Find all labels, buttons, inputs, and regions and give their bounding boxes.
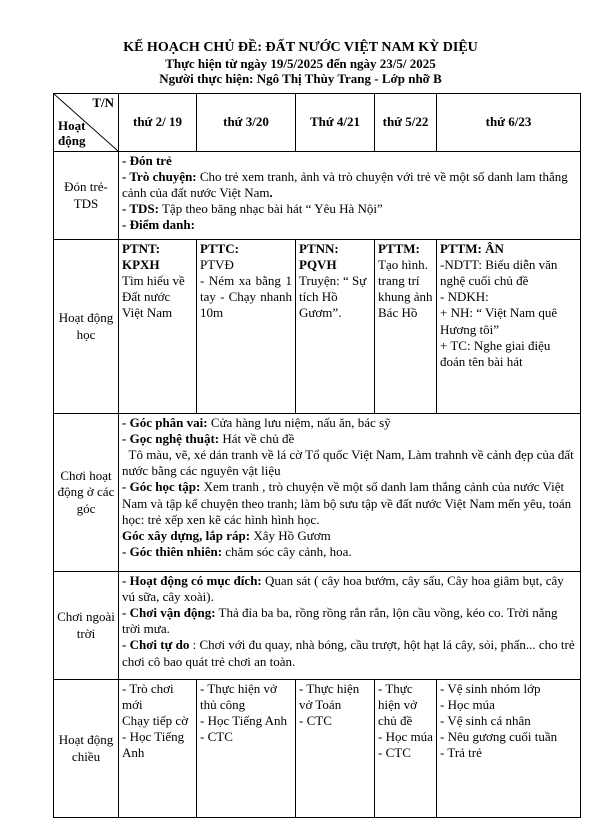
goc-nghe-thuat-detail: Tô màu, vẽ, xé dán tranh về lá cờ Tổ quốc Việt Nam, Làm trahnh về cảnh đẹp của đất nước bằng các nguyên vật liệu — [122, 447, 578, 479]
choi-tu-do-text: : Chơi với đu quay, nhà bóng, cầu trượt, hột hạt lá cây, sỏi, phấn... cho trẻ chơi cô bao quát trẻ chơi an toàn. — [122, 637, 575, 669]
row-label-choi-ngoai-troi: Chơi ngoài trời — [54, 572, 119, 680]
chieu-wed-item: - CTC — [299, 713, 332, 729]
choi-ngoai-troi-content — [119, 572, 581, 680]
goc-thien-nhien-text: chăm sóc cây cảnh, hoa. — [222, 543, 352, 559]
hoc-fri-cell — [437, 240, 581, 414]
chieu-fri-item: - Vệ sinh nhóm lớp — [440, 681, 541, 696]
chieu-mon-cell — [119, 680, 197, 818]
day-header-fri: thứ 6/23 — [437, 94, 581, 152]
chieu-mon-item: - Học Tiếng Anh — [122, 729, 185, 761]
hoc-mon-body: Tìm hiểu về Đất nước Việt Nam — [122, 273, 185, 321]
hoc-mon-head1: PTNT: — [122, 241, 161, 256]
tds-line — [122, 201, 577, 217]
hoc-thu-body: Tạo hình. trang trí khung ảnh Bác Hồ — [378, 257, 433, 321]
goc-nghe-thuat-text: Hát về chủ đề — [219, 431, 295, 447]
diem-danh-line: - Điểm danh: — [122, 217, 195, 233]
chieu-thu-item: - Thực hiện vở chủ đề — [378, 681, 418, 729]
hoc-fri-line4: + TC: Nghe giai điệu đoán tên bài hát — [440, 337, 551, 369]
chieu-thu-cell — [375, 680, 437, 818]
row-label-choi-goc: Chơi hoạt động ở các góc — [54, 414, 119, 572]
goc-hoc-tap-text: Xem tranh , trò chuyện về một số danh lam thắng cảnh của nước Việt Nam và tập kể chuyện theo tranh; làm bộ sưu tập về đất nước Việt Nam mến yêu, toán học: trẻ xếp xen kẽ các hình hình học. — [122, 479, 572, 527]
chieu-wed-item: - Thực hiện vở Toán — [299, 681, 360, 713]
row-choi-goc — [54, 414, 581, 572]
goc-xay-dung-text: Xây Hồ Gươm — [250, 527, 331, 543]
date-range: Thực hiện từ ngày 19/5/2025 đến ngày 23/5/ 2025 — [165, 55, 436, 71]
chieu-fri-item: - Học múa — [440, 697, 495, 713]
goc-nghe-thuat — [122, 431, 577, 447]
chieu-thu-item: - CTC — [378, 745, 411, 761]
goc-hoc-tap-label: - Góc học tập: — [122, 479, 201, 495]
hoat-dong-muc-dich-label: - Hoạt động có mục đích: — [122, 573, 262, 588]
hoc-fri-line3: + NH: “ Việt Nam quê Hương tôi” — [440, 305, 558, 337]
row-choi-ngoai-troi — [54, 572, 581, 680]
document-header — [0, 40, 601, 87]
chieu-mon-item: Chạy tiếp cờ — [122, 713, 189, 729]
tds-label: - TDS: — [122, 201, 159, 217]
goc-xay-dung-label: Góc xây dựng, lắp ráp: — [122, 527, 251, 543]
tds-text: Tập theo băng nhạc bài hát “ Yêu Hà Nội” — [158, 201, 383, 217]
choi-tu-do — [122, 637, 577, 669]
hoc-thu-cell — [375, 240, 437, 414]
goc-phan-vai — [122, 415, 577, 431]
corner-cell — [54, 94, 119, 152]
chieu-wed-cell — [296, 680, 375, 818]
chieu-mon-item: - Trò chơi mới — [122, 681, 174, 713]
tro-chuyen-text: Cho trẻ xem tranh, ảnh và trò chuyện với trẻ về một số danh lam thắng cảnh của đất nước Việt Nam — [122, 169, 568, 201]
hoc-tue-line1: PTVĐ — [200, 257, 234, 273]
don-tre-content — [119, 152, 581, 240]
chieu-tue-item: - Thực hiện vở thủ công — [200, 681, 277, 713]
hoat-dong-muc-dich-text: Quan sát ( cây hoa bướm, cây sấu, Cây hoa giâm bụt, cây vú sữa, cây xoài). — [122, 573, 564, 605]
hoc-tue-cell — [197, 240, 296, 414]
tro-chuyen-line — [122, 169, 577, 201]
day-header-mon: thứ 2/ 19 — [119, 94, 197, 152]
chieu-tue-item: - Học Tiếng Anh — [200, 713, 288, 729]
hoat-dong-muc-dich — [122, 573, 577, 605]
chieu-fri-item: - Nêu gương cuối tuần — [440, 729, 558, 745]
goc-hoc-tap — [122, 479, 577, 527]
chieu-thu-item: - Học múa — [378, 729, 433, 745]
hoc-wed-head2: PQVH — [299, 257, 337, 273]
choi-van-dong — [122, 605, 577, 637]
day-header-thu: thứ 5/22 — [375, 94, 437, 152]
chieu-tue-cell — [197, 680, 296, 818]
hoc-mon-head2: KPXH — [122, 257, 160, 273]
document-title: KẾ HOẠCH CHỦ ĐỀ: ĐẤT NƯỚC VIỆT NAM KỲ DIỆU — [123, 40, 478, 55]
goc-phan-vai-text: Cửa hàng lưu niệm, nấu ăn, bác sỹ — [207, 415, 391, 430]
table-header-row — [54, 94, 581, 152]
goc-thien-nhien — [122, 544, 577, 560]
hoc-wed-cell — [296, 240, 375, 414]
tro-chuyen-end: . — [269, 185, 273, 201]
day-header-wed: Thứ 4/21 — [296, 94, 375, 152]
row-don-tre — [54, 152, 581, 240]
choi-tu-do-label: - Chơi tự do — [122, 637, 190, 653]
goc-phan-vai-label: - Góc phân vai: — [122, 415, 208, 430]
row-hoat-dong-chieu — [54, 680, 581, 818]
row-label-hoat-dong-chieu: Hoạt động chiều — [54, 680, 119, 818]
corner-day-label: T/N — [92, 95, 114, 110]
choi-van-dong-text: Thả đỉa ba ba, rồng rồng rắn rắn, lộn cầu vồng, kéo co. Trời nắng trời mưa. — [122, 605, 558, 637]
chieu-tue-item: - CTC — [200, 729, 233, 745]
goc-xay-dung — [122, 528, 577, 544]
hoc-wed-head1: PTNN: — [299, 241, 339, 256]
hoc-wed-body: Truyện: “ Sự tích Hồ Gươm”. — [299, 273, 367, 321]
hoc-tue-line2: - Ném xa bằng 1 tay - Chạy nhanh 10m — [200, 273, 292, 321]
row-hoat-dong-hoc — [54, 240, 581, 414]
hoc-mon-cell — [119, 240, 197, 414]
teacher-line: Người thực hiện: Ngô Thị Thùy Trang - Lớp nhỡ B — [159, 71, 442, 86]
chieu-fri-item: - Vệ sinh cá nhân — [440, 713, 531, 729]
corner-activity-label: Hoạt động — [58, 118, 86, 149]
row-label-don-tre: Đón trẻ- TDS — [54, 152, 119, 240]
hoc-fri-head: PTTM: ÂN — [440, 241, 504, 256]
row-label-hoat-dong-hoc: Hoạt động học — [54, 240, 119, 414]
hoc-tue-head: PTTC: — [200, 241, 239, 256]
tro-chuyen-label: - Trò chuyện: — [122, 169, 197, 185]
hoc-fri-line1: -NDTT: Biểu diễn văn nghệ cuối chủ đề — [440, 257, 558, 289]
day-header-tue: thứ 3/20 — [197, 94, 296, 152]
hoc-thu-head: PTTM: — [378, 241, 420, 256]
choi-goc-content — [119, 414, 581, 572]
goc-thien-nhien-label: - Góc thiên nhiên: — [122, 543, 223, 559]
chieu-fri-cell — [437, 680, 581, 818]
goc-nghe-thuat-label: - Gọc nghệ thuật: — [122, 431, 220, 447]
hoc-fri-line2: - NDKH: — [440, 289, 489, 305]
don-tre-line: - Đón trẻ — [122, 153, 172, 168]
chieu-fri-item: - Trả trẻ — [440, 745, 482, 761]
choi-van-dong-label: - Chơi vận động: — [122, 605, 216, 621]
weekly-plan-table — [53, 93, 581, 818]
